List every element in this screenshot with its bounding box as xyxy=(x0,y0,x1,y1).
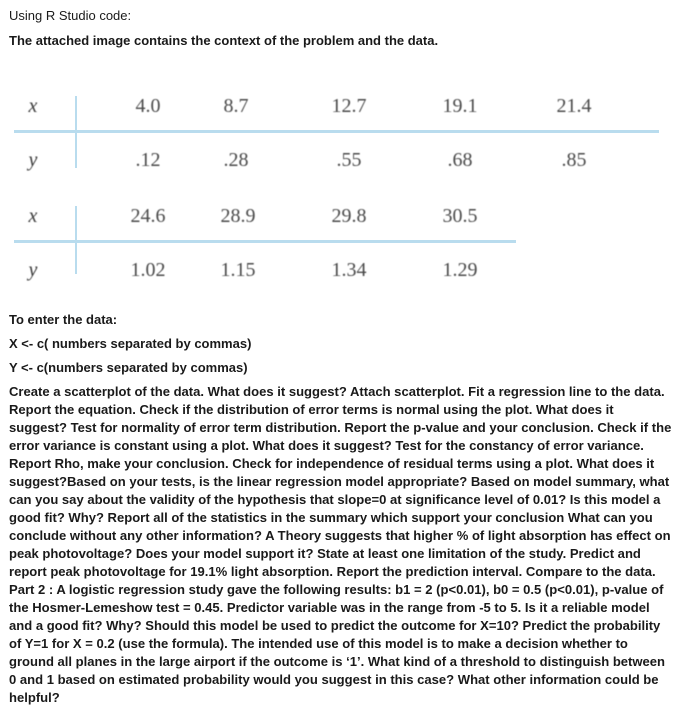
x-value: 21.4 xyxy=(556,95,592,117)
entry-title: To enter the data: xyxy=(9,312,118,327)
y-value: .12 xyxy=(135,149,161,171)
instruction-text: The attached image contains the context of the problem and the data. xyxy=(9,33,439,48)
y-label: y xyxy=(28,259,38,281)
y-value: 1.29 xyxy=(442,259,478,281)
data-table-top xyxy=(0,84,680,194)
data-table-bottom xyxy=(0,194,680,294)
y-value: .28 xyxy=(223,149,249,171)
question-body xyxy=(9,311,675,707)
y-value: .85 xyxy=(561,149,587,171)
y-value: 1.15 xyxy=(220,259,256,281)
x-value: 28.9 xyxy=(220,205,256,227)
y-entry-line: Y <- c(numbers separated by commas) xyxy=(9,360,248,375)
table-divider-horizontal xyxy=(14,240,516,243)
x-value: 30.5 xyxy=(442,205,478,227)
y-label: y xyxy=(28,149,38,171)
x-value: 19.1 xyxy=(442,95,478,117)
y-value: .55 xyxy=(336,149,362,171)
x-value: 24.6 xyxy=(130,205,166,227)
x-entry-line: X <- c( numbers separated by commas) xyxy=(9,336,252,351)
y-value: 1.02 xyxy=(130,259,166,281)
y-value: 1.34 xyxy=(331,259,367,281)
x-label: x xyxy=(28,205,38,227)
x-value: 12.7 xyxy=(331,95,367,117)
intro-text: Using R Studio code: xyxy=(9,8,132,23)
problem-text: Create a scatterplot of the data. What does it suggest? Attach scatterplot. Fit a regression line to the data. Report the equation. Check if the distribution of error terms is normal using the plot. What does it suggest? Test for normality of error term distribution. Report the p-value and your conclusion. Check if the error variance is constant using a plot. What does it suggest? Test for the constancy of error variance. Report Rho, make your conclusion. Check for independence of residual terms using a plot. What does it suggest?Based on your tests, is the linear regression model appropriate? Based on model summary, what can you say about the validity of the hypothesis that slope=0 at significance level of 0.01? Is this model a good fit? Why? Report all of the statistics in the summary which support your conclusion What can you conclude without any other information? A Theory suggests that higher % of light absorption has effect on peak photovoltage? Does your model support it? State at least one limitation of the study. Predict and report peak photovoltage for 19.1% light absorption. Report the prediction interval. Compare to the data. Part 2 : A logistic regression study gave the following results: b1 = 2 (p<0.01), b0 = 0.5 (p<0.01), p-value of the Hosmer-Lemeshow test = 0.45. Predictor variable was in the range from -5 to 5. Is it a reliable model and a good fit? Why? Should this model be used to predict the outcome for X=10? Predict the probability of Y=1 for X = 0.2 (use the formula). The intended use of this model is to make a decision whether to ground all planes in the large airport if the outcome is ‘1’. What kind of a threshold to distinguish between 0 and 1 based on estimated probability would you suggest in this case? What other information could be helpful? xyxy=(9,384,672,705)
x-value: 4.0 xyxy=(135,95,161,117)
x-label: x xyxy=(28,95,38,117)
x-value: 8.7 xyxy=(223,95,249,117)
x-value: 29.8 xyxy=(331,205,367,227)
table-divider-horizontal xyxy=(14,130,659,133)
y-value: .68 xyxy=(447,149,473,171)
